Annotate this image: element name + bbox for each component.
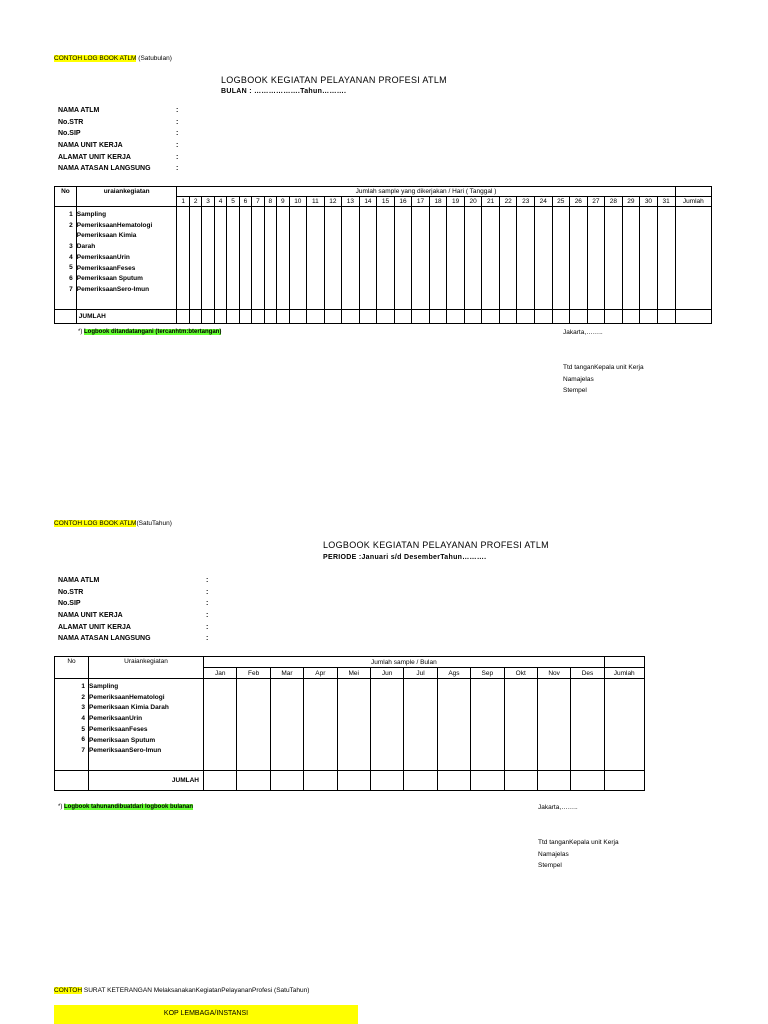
- data-cell: [359, 207, 377, 310]
- footnote-prefix: *): [78, 329, 83, 335]
- day-number-cell: 28: [605, 197, 623, 207]
- table-row: [55, 207, 712, 310]
- data-cell: [202, 207, 214, 310]
- field-row: [58, 140, 198, 152]
- item-label: Darah: [76, 243, 96, 251]
- item-number: 7: [69, 285, 73, 293]
- data-cell: [570, 207, 588, 310]
- total-cell: [202, 310, 214, 324]
- daily-logbook-table: [54, 186, 712, 324]
- item-list-cell: [89, 679, 204, 771]
- data-cell: [370, 679, 403, 771]
- field-label: No.STR: [58, 588, 84, 596]
- data-cell: [604, 679, 644, 771]
- item-label: PemeriksaanHematologi: [89, 693, 165, 701]
- field-colon: :: [206, 577, 209, 584]
- day-number-cell: 10: [289, 197, 307, 207]
- day-number-cell: 15: [377, 197, 395, 207]
- col-total-header: Jumlah: [604, 668, 644, 679]
- field-colon: :: [206, 600, 209, 608]
- data-cell: [177, 207, 189, 310]
- col-activity-header: Uraiankegiatan: [89, 657, 204, 679]
- day-number-cell: 8: [264, 197, 276, 207]
- field-row: [58, 610, 228, 622]
- day-number-cell: 14: [359, 197, 377, 207]
- day-number-cell: 3: [202, 197, 214, 207]
- data-cell: [337, 679, 370, 771]
- field-colon: :: [176, 118, 179, 126]
- data-cell: [482, 207, 500, 310]
- field-colon: :: [176, 107, 179, 114]
- day-number-cell: 20: [464, 197, 482, 207]
- day-number-cell: 25: [552, 197, 570, 207]
- table-row: [55, 679, 645, 771]
- item-number: 5: [81, 725, 85, 733]
- data-cell: [404, 679, 437, 771]
- section1-title: LOGBOOK KEGIATAN PELAYANAN PROFESI ATLM: [221, 75, 447, 85]
- item-number: 3: [81, 704, 85, 712]
- total-cell: [189, 310, 201, 324]
- day-number-cell: 7: [252, 197, 264, 207]
- total-cell: [394, 310, 412, 324]
- total-cell: [504, 771, 537, 791]
- data-cell: [675, 207, 711, 310]
- data-cell: [189, 207, 201, 310]
- field-label: ALAMAT UNIT KERJA: [58, 623, 131, 631]
- total-cell: [177, 310, 189, 324]
- data-cell: [537, 679, 570, 771]
- col-total-top: [675, 187, 711, 197]
- field-row: [58, 128, 198, 140]
- data-cell: [277, 207, 289, 310]
- total-cell: [587, 310, 605, 324]
- footnote-highlight: Logbook tahunandibuatdari logbook bulanan: [64, 804, 194, 810]
- field-row: [58, 633, 228, 645]
- item-label: Pemeriksaan Kimia: [76, 232, 137, 240]
- total-cell: [252, 310, 264, 324]
- total-cell: [337, 771, 370, 791]
- item-number: 3: [69, 243, 73, 251]
- item-number: 6: [69, 275, 73, 283]
- day-number-cell: 21: [482, 197, 500, 207]
- field-colon: :: [176, 153, 179, 161]
- data-cell: [289, 207, 307, 310]
- item-number: [55, 231, 73, 242]
- data-cell: [504, 679, 537, 771]
- day-number-cell: 19: [447, 197, 465, 207]
- data-cell: [499, 207, 517, 310]
- data-cell: [471, 679, 504, 771]
- section1-subtitle: BULAN : ……………….Tahun……….: [221, 88, 347, 95]
- data-cell: [517, 207, 535, 310]
- total-cell: [289, 310, 307, 324]
- item-number: 6: [81, 736, 85, 744]
- item-number: 4: [81, 715, 85, 723]
- total-row: [55, 771, 645, 791]
- day-number-cell: 24: [534, 197, 552, 207]
- total-cell: [482, 310, 500, 324]
- day-number-cell: 5: [227, 197, 239, 207]
- total-cell: [464, 310, 482, 324]
- data-cell: [447, 207, 465, 310]
- col-no-header: No: [55, 187, 77, 207]
- total-cell: [622, 310, 640, 324]
- month-cell: Jan: [204, 668, 237, 679]
- day-group-header: Jumlah sample yang dikerjakan / Hari ( Tanggal ): [177, 187, 675, 197]
- day-number-cell: 26: [570, 197, 588, 207]
- item-label: PemeriksaanSero-Imun: [76, 285, 150, 293]
- item-number: 7: [81, 747, 85, 755]
- footnote-prefix: *): [58, 804, 63, 810]
- item-label: PemeriksaanHematologi: [76, 221, 153, 229]
- total-cell: [534, 310, 552, 324]
- section2-title: LOGBOOK KEGIATAN PELAYANAN PROFESI ATLM: [323, 540, 549, 550]
- item-label: Pemeriksaan Kimia Darah: [89, 704, 169, 712]
- field-label: ALAMAT UNIT KERJA: [58, 153, 131, 161]
- total-row: [55, 310, 712, 324]
- col-total-header: Jumlah: [675, 197, 711, 207]
- field-label: NAMA ATASAN LANGSUNG: [58, 635, 151, 643]
- total-cell: [429, 310, 447, 324]
- field-row: [58, 575, 228, 587]
- field-colon: :: [206, 588, 209, 596]
- day-number-cell: 13: [342, 197, 360, 207]
- month-cell: Feb: [237, 668, 270, 679]
- data-cell: [552, 207, 570, 310]
- day-number-cell: 12: [324, 197, 342, 207]
- item-list-cell: [76, 207, 177, 310]
- total-no-cell: [55, 310, 77, 324]
- section1-footnote: [78, 329, 221, 335]
- total-cell: [657, 310, 675, 324]
- month-cell: Mar: [270, 668, 303, 679]
- item-number-cell: [55, 679, 89, 771]
- col-total-top: [604, 657, 644, 668]
- total-cell: [640, 310, 658, 324]
- col-no-header: No: [55, 657, 89, 679]
- total-cell: [342, 310, 360, 324]
- total-cell: [214, 310, 226, 324]
- section2-tag-highlight: CONTOH LOG BOOK ATLM: [54, 520, 137, 527]
- month-cell: Sep: [471, 668, 504, 679]
- total-cell: [237, 771, 270, 791]
- total-cell: [571, 771, 604, 791]
- total-cell: [437, 771, 470, 791]
- total-cell: [412, 310, 430, 324]
- day-number-cell: 23: [517, 197, 535, 207]
- sign-line: Stempel: [538, 862, 562, 869]
- day-number-cell: 6: [239, 197, 251, 207]
- total-cell: [499, 310, 517, 324]
- data-cell: [429, 207, 447, 310]
- sign-line: Namajelas: [563, 375, 594, 383]
- month-cell: Nov: [537, 668, 570, 679]
- section2-tag-rest: (SatuTahun): [136, 520, 172, 527]
- data-cell: [394, 207, 412, 310]
- month-cell: Ags: [437, 668, 470, 679]
- month-cell: Jul: [404, 668, 437, 679]
- section2-tag: [54, 520, 172, 527]
- day-number-cell: 22: [499, 197, 517, 207]
- section3-tag-highlight: CONTOH: [54, 987, 83, 994]
- total-cell: [377, 310, 395, 324]
- data-cell: [640, 207, 658, 310]
- data-cell: [227, 207, 239, 310]
- field-label: No.SIP: [58, 130, 81, 138]
- section2-city-date: Jakarta,……..: [538, 804, 578, 811]
- section1-fields: [58, 105, 198, 175]
- data-cell: [204, 679, 237, 771]
- total-cell: [227, 310, 239, 324]
- field-label: NAMA ATLM: [58, 107, 100, 114]
- field-colon: :: [176, 130, 179, 138]
- field-colon: :: [176, 142, 179, 150]
- section1-signature-block: [563, 362, 644, 397]
- item-label: Sampling: [76, 211, 107, 218]
- total-cell: [570, 310, 588, 324]
- item-number: 1: [69, 211, 73, 218]
- total-cell: [239, 310, 251, 324]
- item-label: Sampling: [89, 683, 119, 690]
- field-label: NAMA UNIT KERJA: [58, 142, 123, 150]
- data-cell: [304, 679, 337, 771]
- total-no-cell: [55, 771, 89, 791]
- total-cell: [277, 310, 289, 324]
- sign-line: Stempel: [563, 387, 587, 394]
- item-number: 4: [69, 253, 73, 261]
- field-row: [58, 152, 198, 164]
- total-cell: [605, 310, 623, 324]
- data-cell: [464, 207, 482, 310]
- data-cell: [622, 207, 640, 310]
- total-cell: [447, 310, 465, 324]
- section2-subtitle: PERIODE :Januari s/d DesemberTahun……….: [323, 554, 487, 561]
- field-label: No.SIP: [58, 600, 81, 608]
- item-number-cell: [55, 207, 77, 310]
- yearly-logbook-table: [54, 656, 645, 791]
- data-cell: [571, 679, 604, 771]
- field-label: NAMA ATASAN LANGSUNG: [58, 165, 151, 173]
- data-cell: [307, 207, 325, 310]
- kop-letterhead-bar: KOP LEMBAGA/INSTANSI: [54, 1005, 358, 1024]
- day-number-cell: 11: [307, 197, 325, 207]
- field-row: [58, 163, 198, 175]
- section2-signature-block: [538, 837, 619, 872]
- section1-city-date: Jakarta,……..: [563, 329, 603, 336]
- data-cell: [605, 207, 623, 310]
- item-label: PemeriksaanUrin: [76, 253, 130, 261]
- data-cell: [377, 207, 395, 310]
- item-number: 2: [69, 221, 73, 229]
- field-label: No.STR: [58, 118, 84, 126]
- section1-tag-highlight: CONTOH LOG BOOK ATLM: [54, 55, 137, 62]
- day-number-cell: 4: [214, 197, 226, 207]
- item-number: 1: [81, 683, 85, 690]
- data-cell: [412, 207, 430, 310]
- data-cell: [342, 207, 360, 310]
- day-number-cell: 29: [622, 197, 640, 207]
- total-cell: [404, 771, 437, 791]
- col-activity-header: uraiankegiatan: [76, 187, 177, 207]
- total-cell: [204, 771, 237, 791]
- total-cell: [675, 310, 711, 324]
- total-cell: [307, 310, 325, 324]
- field-row: [58, 622, 228, 634]
- item-label: PemeriksaanSero-Imun: [89, 747, 162, 755]
- field-colon: :: [206, 635, 209, 643]
- sign-line: Ttd tanganKepala unit Kerja: [563, 364, 644, 371]
- data-cell: [252, 207, 264, 310]
- day-number-cell: 30: [640, 197, 658, 207]
- data-cell: [657, 207, 675, 310]
- field-colon: :: [206, 623, 209, 631]
- day-number-cell: 16: [394, 197, 412, 207]
- item-label: PemeriksaanFeses: [76, 264, 136, 272]
- total-cell: [270, 771, 303, 791]
- total-cell: [304, 771, 337, 791]
- day-number-cell: 17: [412, 197, 430, 207]
- data-cell: [214, 207, 226, 310]
- total-cell: [264, 310, 276, 324]
- month-cell: Apr: [304, 668, 337, 679]
- field-row: [58, 598, 228, 610]
- total-cell: [370, 771, 403, 791]
- day-number-cell: 1: [177, 197, 189, 207]
- section3-tag: [54, 987, 309, 994]
- section1-tag: [54, 55, 172, 62]
- data-cell: [264, 207, 276, 310]
- total-cell: [552, 310, 570, 324]
- data-cell: [437, 679, 470, 771]
- total-cell: [604, 771, 644, 791]
- field-row: [58, 117, 198, 129]
- item-label: PemeriksaanFeses: [89, 725, 148, 733]
- item-label: PemeriksaanUrin: [89, 715, 143, 723]
- data-cell: [270, 679, 303, 771]
- total-cell: [537, 771, 570, 791]
- total-cell: [324, 310, 342, 324]
- field-row: [58, 105, 198, 117]
- day-number-cell: 2: [189, 197, 201, 207]
- total-cell: [517, 310, 535, 324]
- footnote-highlight: Logbook ditandatangani (tercanhtm:btertangan): [84, 329, 222, 335]
- month-cell: Jun: [370, 668, 403, 679]
- sign-line: Ttd tanganKepala unit Kerja: [538, 839, 619, 846]
- item-number: 5: [69, 264, 73, 272]
- total-cell: [471, 771, 504, 791]
- month-group-header: Jumlah sample / Bulan: [204, 657, 605, 668]
- item-label: Pemeriksaan Sputum: [76, 275, 143, 283]
- section1-tag-rest: (Satubulan): [136, 55, 172, 62]
- section2-footnote: [58, 804, 193, 810]
- day-number-cell: 27: [587, 197, 605, 207]
- sign-line: Namajelas: [538, 850, 569, 858]
- table-header-row: [55, 187, 712, 197]
- item-label: Pemeriksaan Sputum: [89, 736, 156, 744]
- day-number-cell: 9: [277, 197, 289, 207]
- data-cell: [239, 207, 251, 310]
- total-cell: [359, 310, 377, 324]
- table-header-row: [55, 657, 645, 668]
- data-cell: [237, 679, 270, 771]
- total-label: JUMLAH: [76, 310, 177, 324]
- field-colon: :: [206, 612, 209, 620]
- day-number-cell: 31: [657, 197, 675, 207]
- data-cell: [324, 207, 342, 310]
- data-cell: [587, 207, 605, 310]
- field-colon: :: [176, 165, 179, 173]
- month-cell: Des: [571, 668, 604, 679]
- section2-fields: [58, 575, 228, 645]
- field-label: NAMA ATLM: [58, 577, 100, 584]
- data-cell: [534, 207, 552, 310]
- day-number-cell: 18: [429, 197, 447, 207]
- month-cell: Mei: [337, 668, 370, 679]
- total-label: JUMLAH: [89, 771, 204, 791]
- item-number: 2: [81, 693, 85, 701]
- field-row: [58, 587, 228, 599]
- section3-tag-rest: SURAT KETERANGAN MelaksanakanKegiatanPelayananProfesi (SatuTahun): [82, 987, 310, 994]
- field-label: NAMA UNIT KERJA: [58, 612, 123, 620]
- month-cell: Okt: [504, 668, 537, 679]
